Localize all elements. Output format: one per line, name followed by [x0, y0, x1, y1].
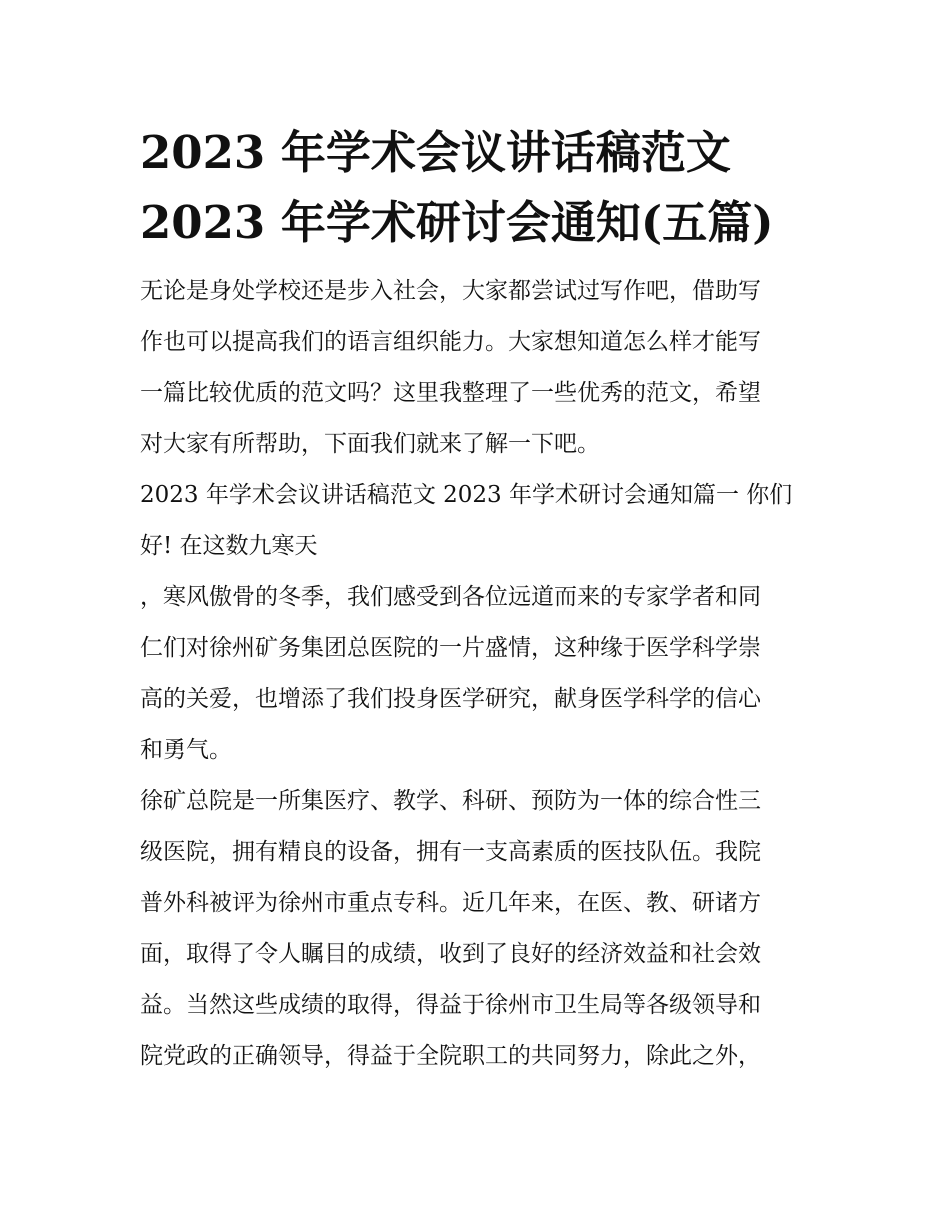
text-line: 一篇比较优质的范文吗？这里我整理了一些优秀的范文，希望: [140, 380, 761, 406]
text-line: 仁们对徐州矿务集团总医院的一片盛情，这种缘于医学科学崇: [140, 635, 761, 661]
text-line: 院党政的正确领导，得益于全院职工的共同努力，除此之外，: [140, 1043, 761, 1069]
text-line: 对大家有所帮助，下面我们就来了解一下吧。: [140, 431, 600, 457]
text-line: 好! 在这数九寒天: [140, 533, 318, 559]
text-line: 高的关爱，也增添了我们投身医学研究，献身医学科学的信心: [140, 686, 761, 712]
paragraph-heading: [140, 470, 820, 572]
document-page: [140, 118, 820, 1082]
text-line: 无论是身处学校还是步入社会，大家都尝试过写作吧，借助写: [140, 278, 761, 304]
text-line: 徐矿总院是一所集医疗、教学、科研、预防为一体的综合性三: [140, 788, 761, 814]
title-line-2: 2023 年学术研讨会通知(五篇): [140, 196, 774, 249]
text-line: 作也可以提高我们的语言组织能力。大家想知道怎么样才能写: [140, 329, 761, 355]
document-title: [140, 118, 820, 258]
paragraph-intro: [140, 266, 820, 470]
paragraph-greeting: [140, 572, 820, 776]
text-line: 级医院，拥有精良的设备，拥有一支高素质的医技队伍。我院: [140, 839, 761, 865]
text-line: 2023 年学术会议讲话稿范文 2023 年学术研讨会通知篇一 你们: [140, 482, 793, 508]
text-line: 益。当然这些成绩的取得，得益于徐州市卫生局等各级领导和: [140, 992, 761, 1018]
paragraph-hospital: [140, 776, 820, 1082]
text-line: 普外科被评为徐州市重点专科。近几年来，在医、教、研诸方: [140, 890, 761, 916]
text-line: ，寒风傲骨的冬季，我们感受到各位远道而来的专家学者和同: [140, 584, 761, 610]
title-line-1: 2023 年学术会议讲话稿范文: [140, 126, 731, 179]
text-line: 和勇气。: [140, 737, 232, 763]
text-line: 面，取得了令人瞩目的成绩，收到了良好的经济效益和社会效: [140, 941, 761, 967]
